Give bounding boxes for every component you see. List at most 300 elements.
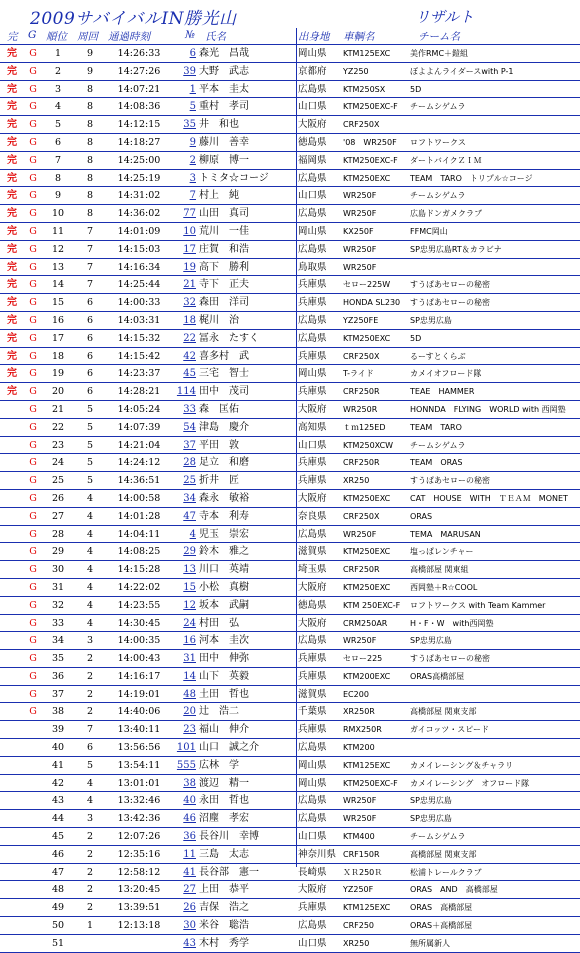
laps-cell: 6 xyxy=(86,386,94,398)
header-name: 氏名 xyxy=(205,31,226,43)
rank-cell: 24 xyxy=(51,457,65,469)
laps-cell: 7 xyxy=(86,261,94,273)
number-link[interactable]: 34 xyxy=(183,492,196,504)
group-mark: G xyxy=(29,65,37,77)
vehicle-cell: CRF250X xyxy=(343,351,380,361)
header-group: G xyxy=(28,29,37,41)
table-row xyxy=(0,170,580,188)
laps-cell: 8 xyxy=(86,83,94,95)
rider-name: 森田 洋司 xyxy=(199,297,249,309)
table-row xyxy=(0,294,580,312)
number-link[interactable]: 25 xyxy=(183,475,196,487)
time-cell: 13:42:36 xyxy=(117,813,161,825)
time-cell: 14:16:17 xyxy=(117,670,161,682)
vehicle-cell: '08 WR250F xyxy=(343,137,397,147)
number-link[interactable]: 7 xyxy=(189,190,196,202)
time-cell: 14:28:21 xyxy=(117,386,161,398)
table-row xyxy=(0,365,580,383)
rank-cell: 26 xyxy=(51,492,65,504)
group-mark: G xyxy=(29,403,37,415)
vehicle-cell: KTM125EXC xyxy=(343,760,391,770)
group-mark: G xyxy=(29,172,37,184)
vehicle-cell: セロー225W xyxy=(343,280,391,290)
number-link[interactable]: 14 xyxy=(183,670,196,682)
rank-cell: 50 xyxy=(51,920,65,932)
rider-name: 荒川 一佳 xyxy=(199,225,249,237)
number-link[interactable]: 37 xyxy=(183,439,196,451)
time-cell: 14:15:42 xyxy=(117,350,161,362)
vehicle-cell: HONDA SL230 xyxy=(343,298,401,308)
number-link[interactable]: 26 xyxy=(183,902,196,914)
team-cell: カメイレーシング オフロード隊 xyxy=(410,778,530,788)
team-cell: TEAM ORAS xyxy=(410,458,463,468)
rider-name: 三島 太志 xyxy=(199,848,249,860)
vehicle-cell: WR250F xyxy=(343,262,377,272)
number-link[interactable]: 33 xyxy=(183,403,196,415)
number-link[interactable]: 6 xyxy=(189,48,196,59)
prefecture-cell: 岡山県 xyxy=(298,225,327,237)
rider-name: 村田 弘 xyxy=(199,617,239,629)
prefecture-cell: 徳島県 xyxy=(298,136,327,148)
group-mark: G xyxy=(29,261,37,273)
prefecture-cell: 兵庫県 xyxy=(298,457,327,469)
header-pref: 出身地 xyxy=(298,31,330,43)
team-cell: カメイオフロード隊 xyxy=(410,369,482,379)
number-link[interactable]: 30 xyxy=(183,920,196,932)
finish-mark: 完 xyxy=(7,65,17,77)
prefecture-cell: 岡山県 xyxy=(298,48,327,59)
group-mark: G xyxy=(29,101,37,113)
rank-cell: 2 xyxy=(54,65,62,77)
rank-cell: 5 xyxy=(54,119,62,131)
laps-cell: 8 xyxy=(86,172,94,184)
laps-cell: 4 xyxy=(86,599,94,611)
group-mark: G xyxy=(29,368,37,380)
vehicle-cell: CRF250R xyxy=(343,565,380,575)
rank-cell: 30 xyxy=(51,564,65,576)
finish-mark: 完 xyxy=(7,332,17,344)
time-cell: 14:01:28 xyxy=(117,510,161,522)
rank-cell: 28 xyxy=(51,528,65,540)
time-cell: 14:05:24 xyxy=(117,403,161,415)
time-cell: 14:07:39 xyxy=(117,421,161,433)
table-row xyxy=(0,881,580,899)
rank-cell: 41 xyxy=(51,759,65,771)
laps-cell: 2 xyxy=(86,706,94,718)
prefecture-cell: 大阪府 xyxy=(298,403,327,415)
finish-mark: 完 xyxy=(7,83,17,95)
rider-name: 児玉 崇宏 xyxy=(199,528,249,540)
rider-name: 木村 秀学 xyxy=(199,937,249,949)
group-mark: G xyxy=(29,439,37,451)
table-row xyxy=(0,98,580,116)
header-finish: 完 xyxy=(7,31,18,43)
laps-cell: 7 xyxy=(86,279,94,291)
time-cell: 13:20:45 xyxy=(117,884,161,896)
team-cell: 塩っぱレンチャー xyxy=(410,547,474,557)
laps-cell: 3 xyxy=(86,635,94,647)
number-link[interactable]: 5 xyxy=(189,101,196,113)
number-link[interactable]: 21 xyxy=(183,279,196,291)
table-row xyxy=(0,721,580,739)
vehicle-cell: CRF250 xyxy=(343,921,375,931)
time-cell: 14:07:21 xyxy=(117,83,161,95)
table-row xyxy=(0,739,580,757)
table-row xyxy=(0,45,580,63)
prefecture-cell: 兵庫県 xyxy=(298,670,327,682)
table-row xyxy=(0,312,580,330)
vehicle-cell: WR250F xyxy=(343,191,377,201)
prefecture-cell: 広島県 xyxy=(298,172,327,184)
rider-name: 折井 匠 xyxy=(199,475,239,487)
number-link[interactable]: 11 xyxy=(183,848,196,860)
table-row xyxy=(0,757,580,775)
finish-mark: 完 xyxy=(7,261,17,273)
time-cell: 14:15:28 xyxy=(117,564,161,576)
laps-cell: 6 xyxy=(86,742,94,754)
table-row xyxy=(0,543,580,561)
header-rank: 順位 xyxy=(46,31,67,43)
group-mark: G xyxy=(29,83,37,95)
table-row xyxy=(0,703,580,721)
laps-cell: 4 xyxy=(86,492,94,504)
finish-mark: 完 xyxy=(7,119,17,131)
rank-cell: 13 xyxy=(51,261,65,273)
number-link[interactable]: 35 xyxy=(183,119,196,131)
rider-name: 森 匡佑 xyxy=(199,403,239,415)
team-cell: CAT HOUSE WITH ＴＥＡＭ MONET xyxy=(410,493,568,503)
finish-mark: 完 xyxy=(7,386,17,398)
rank-cell: 12 xyxy=(51,243,65,255)
rider-name: 小松 真樹 xyxy=(199,581,249,593)
number-link[interactable]: 101 xyxy=(176,742,196,754)
rider-name: トミタ☆コージ xyxy=(199,172,269,184)
vehicle-cell: WR250F xyxy=(343,636,377,646)
header-team: チーム名 xyxy=(418,31,460,43)
team-cell: SP忠男広島 xyxy=(410,315,452,325)
number-link[interactable]: 19 xyxy=(183,261,196,273)
group-mark: G xyxy=(29,314,37,326)
vehicle-cell: KTM200 xyxy=(343,743,375,753)
table-row xyxy=(0,686,580,704)
rank-cell: 17 xyxy=(51,332,65,344)
finish-mark: 完 xyxy=(7,154,17,166)
group-mark: G xyxy=(29,706,37,718)
table-row xyxy=(0,561,580,579)
time-cell: 14:25:00 xyxy=(117,154,161,166)
laps-cell: 4 xyxy=(86,581,94,593)
rank-cell: 51 xyxy=(51,937,65,949)
table-row xyxy=(0,401,580,419)
number-link[interactable]: 32 xyxy=(183,297,196,309)
number-link[interactable]: 77 xyxy=(183,208,196,220)
prefecture-cell: 兵庫県 xyxy=(298,653,327,665)
prefecture-cell: 兵庫県 xyxy=(298,350,327,362)
vehicle-cell: KTM250EXC-F xyxy=(343,155,398,165)
team-cell: チームシゲムラ xyxy=(410,191,466,201)
vehicle-cell: KX250F xyxy=(343,226,374,236)
number-link[interactable]: 47 xyxy=(183,510,196,522)
prefecture-cell: 千葉県 xyxy=(298,706,327,718)
finish-mark: 完 xyxy=(7,190,17,202)
number-link[interactable]: 23 xyxy=(183,724,196,736)
vehicle-cell: WR250R xyxy=(343,404,378,414)
laps-cell: 4 xyxy=(86,777,94,789)
team-cell: ガイコッツ・スピード xyxy=(410,725,489,735)
number-link[interactable]: 12 xyxy=(183,599,196,611)
table-row xyxy=(0,917,580,935)
rank-cell: 25 xyxy=(51,475,65,487)
table-row xyxy=(0,241,580,259)
rank-cell: 9 xyxy=(54,190,62,202)
team-cell: H・F・W with西岡塾 xyxy=(410,618,494,628)
number-link[interactable]: 17 xyxy=(183,243,196,255)
number-link[interactable]: 41 xyxy=(183,866,196,878)
prefecture-cell: 広島県 xyxy=(298,795,327,807)
group-mark: G xyxy=(29,48,37,59)
table-row xyxy=(0,935,580,953)
laps-cell: 6 xyxy=(86,314,94,326)
time-cell: 14:36:02 xyxy=(117,208,161,220)
number-link[interactable]: 38 xyxy=(183,777,196,789)
prefecture-cell: 兵庫県 xyxy=(298,724,327,736)
laps-cell: 8 xyxy=(86,208,94,220)
number-link[interactable]: 13 xyxy=(183,564,196,576)
number-link[interactable]: 114 xyxy=(176,386,196,398)
number-link[interactable]: 28 xyxy=(183,457,196,469)
vehicle-cell: XR250 xyxy=(343,476,370,486)
vehicle-cell: KTM250EXC-F xyxy=(343,778,398,788)
number-link[interactable]: 40 xyxy=(183,795,196,807)
group-mark: G xyxy=(29,297,37,309)
vehicle-cell: CRF250R xyxy=(343,458,380,468)
rider-name: 平本 圭太 xyxy=(199,83,249,95)
time-cell: 14:24:12 xyxy=(117,457,161,469)
table-row xyxy=(0,276,580,294)
number-link[interactable]: 29 xyxy=(183,546,196,558)
prefecture-cell: 広島県 xyxy=(298,742,327,754)
time-cell: 14:18:27 xyxy=(117,136,161,148)
team-cell: 高橋部屋 関東支部 xyxy=(410,707,477,717)
prefecture-cell: 兵庫県 xyxy=(298,297,327,309)
prefecture-cell: 兵庫県 xyxy=(298,386,327,398)
prefecture-cell: 広島県 xyxy=(298,314,327,326)
finish-mark: 完 xyxy=(7,208,17,220)
laps-cell: 8 xyxy=(86,136,94,148)
number-link[interactable]: 3 xyxy=(189,172,196,184)
laps-cell: 7 xyxy=(86,225,94,237)
finish-mark: 完 xyxy=(7,243,17,255)
number-link[interactable]: 1 xyxy=(189,83,196,95)
time-cell: 14:01:09 xyxy=(117,225,161,237)
vehicle-cell: CRF250X xyxy=(343,511,380,521)
finish-mark: 完 xyxy=(7,101,17,113)
number-link[interactable]: 4 xyxy=(189,528,196,540)
rider-name: 河本 圭次 xyxy=(199,635,249,647)
vehicle-cell: YZ250F xyxy=(343,885,374,895)
team-cell: FFMC岡山 xyxy=(410,226,448,236)
number-link[interactable]: 9 xyxy=(189,136,196,148)
group-mark: G xyxy=(29,528,37,540)
time-cell: 14:36:51 xyxy=(117,475,161,487)
table-row xyxy=(0,419,580,437)
group-mark: G xyxy=(29,421,37,433)
rank-cell: 1 xyxy=(54,48,62,59)
table-row xyxy=(0,846,580,864)
rank-cell: 23 xyxy=(51,439,65,451)
laps-cell: 5 xyxy=(86,403,94,415)
team-cell: 西岡塾＋R☆COOL xyxy=(410,582,478,592)
number-link[interactable]: 22 xyxy=(183,332,196,344)
number-link[interactable]: 48 xyxy=(183,688,196,700)
rank-cell: 19 xyxy=(51,368,65,380)
number-link[interactable]: 16 xyxy=(183,635,196,647)
rider-name: 辻 浩二 xyxy=(199,706,239,718)
prefecture-cell: 徳島県 xyxy=(298,599,327,611)
number-link[interactable]: 39 xyxy=(183,65,196,77)
group-mark: G xyxy=(29,688,37,700)
prefecture-cell: 岡山県 xyxy=(298,368,327,380)
time-cell: 13:39:51 xyxy=(117,902,161,914)
rider-name: 寺本 利寿 xyxy=(199,510,249,522)
time-cell: 14:26:33 xyxy=(117,48,161,59)
vehicle-cell: KTM250EXC xyxy=(343,582,391,592)
rank-cell: 22 xyxy=(51,421,65,433)
group-mark: G xyxy=(29,208,37,220)
vehicle-cell: T-ライド xyxy=(343,369,374,379)
vehicle-cell: WR250F xyxy=(343,529,377,539)
time-cell: 14:23:37 xyxy=(117,368,161,380)
rank-cell: 47 xyxy=(51,866,65,878)
rider-name: 福山 伸介 xyxy=(199,724,249,736)
vehicle-cell: KTM200EXC xyxy=(343,671,391,681)
rank-cell: 44 xyxy=(51,813,65,825)
laps-cell: 6 xyxy=(86,297,94,309)
prefecture-cell: 山口県 xyxy=(298,937,327,949)
prefecture-cell: 埼玉県 xyxy=(298,564,327,576)
time-cell: 14:08:25 xyxy=(117,546,161,558)
laps-cell: 2 xyxy=(86,653,94,665)
team-cell: HONNDA FLYING WORLD with 西岡塾 xyxy=(410,404,566,414)
prefecture-cell: 岡山県 xyxy=(298,777,327,789)
laps-cell: 1 xyxy=(86,920,94,932)
prefecture-cell: 福岡県 xyxy=(298,154,327,166)
number-link[interactable]: 46 xyxy=(183,813,196,825)
group-mark: G xyxy=(29,510,37,522)
finish-mark: 完 xyxy=(7,368,17,380)
rider-name: 村上 純 xyxy=(199,190,239,202)
time-cell: 14:03:31 xyxy=(117,314,161,326)
vehicle-cell: CRM250AR xyxy=(343,618,388,628)
table-row xyxy=(0,134,580,152)
number-link[interactable]: 36 xyxy=(183,831,196,843)
prefecture-cell: 広島県 xyxy=(298,635,327,647)
rank-cell: 20 xyxy=(51,386,65,398)
vehicle-cell: KTM250EXC xyxy=(343,493,391,503)
finish-mark: 完 xyxy=(7,48,17,59)
vehicle-cell: WR250F xyxy=(343,814,377,824)
number-link[interactable]: 2 xyxy=(189,154,196,166)
time-cell: 14:04:11 xyxy=(117,528,161,540)
number-link[interactable]: 31 xyxy=(183,653,196,665)
laps-cell: 8 xyxy=(86,190,94,202)
team-cell: 無所属新人 xyxy=(410,938,450,948)
vehicle-cell: KTM 250EXC-F xyxy=(343,600,401,610)
team-cell: すうぱあセローの秘密 xyxy=(410,280,490,290)
number-link[interactable]: 54 xyxy=(183,421,196,433)
number-link[interactable]: 27 xyxy=(183,884,196,896)
team-cell: TEMA MARUSAN xyxy=(410,529,481,539)
table-row xyxy=(0,81,580,99)
laps-cell: 8 xyxy=(86,101,94,113)
laps-cell: 5 xyxy=(86,475,94,487)
group-mark: G xyxy=(29,581,37,593)
rank-cell: 37 xyxy=(51,688,65,700)
vehicle-cell: XR250 xyxy=(343,938,370,948)
time-cell: 14:00:43 xyxy=(117,653,161,665)
team-cell: チームシゲムラ xyxy=(410,102,466,112)
table-row xyxy=(0,454,580,472)
vehicle-cell: WR250F xyxy=(343,209,377,219)
time-cell: 12:58:12 xyxy=(117,866,161,878)
time-cell: 14:31:02 xyxy=(117,190,161,202)
prefecture-cell: 兵庫県 xyxy=(298,279,327,291)
number-link[interactable]: 42 xyxy=(183,350,196,362)
laps-cell: 4 xyxy=(86,617,94,629)
group-mark: G xyxy=(29,225,37,237)
time-cell: 14:15:32 xyxy=(117,332,161,344)
rider-name: 重村 孝司 xyxy=(199,101,249,113)
rank-cell: 3 xyxy=(54,83,62,95)
rank-cell: 35 xyxy=(51,653,65,665)
rider-name: 田中 茂司 xyxy=(199,386,249,398)
rider-name: 吉保 浩之 xyxy=(199,902,249,914)
prefecture-cell: 神奈川県 xyxy=(298,848,337,860)
number-link[interactable]: 24 xyxy=(183,617,196,629)
number-link[interactable]: 555 xyxy=(176,759,196,771)
rank-cell: 18 xyxy=(51,350,65,362)
team-cell: 美作RMC＋鎧組 xyxy=(410,49,469,58)
rider-name: 高下 勝利 xyxy=(199,261,249,273)
number-link[interactable]: 45 xyxy=(183,368,196,380)
header-laps: 周回 xyxy=(77,31,98,43)
rider-name: 米谷 聡浩 xyxy=(199,920,249,932)
number-link[interactable]: 20 xyxy=(183,706,196,718)
number-link[interactable]: 43 xyxy=(183,937,196,949)
time-cell: 14:19:01 xyxy=(117,688,161,700)
number-link[interactable]: 10 xyxy=(183,225,196,237)
laps-cell: 4 xyxy=(86,546,94,558)
time-cell: 12:13:18 xyxy=(117,920,161,932)
rider-name: 田中 伸弥 xyxy=(199,653,249,665)
vehicle-cell: KTM250SX xyxy=(343,84,386,94)
prefecture-cell: 山口県 xyxy=(298,439,327,451)
prefecture-cell: 山口県 xyxy=(298,101,327,113)
rider-name: 喜多村 武 xyxy=(199,350,249,362)
team-cell: 高橋部屋 関東支部 xyxy=(410,849,477,859)
group-mark: G xyxy=(29,599,37,611)
prefecture-cell: 大阪府 xyxy=(298,492,327,504)
number-link[interactable]: 15 xyxy=(183,581,196,593)
rank-cell: 21 xyxy=(51,403,65,415)
vehicle-cell: CRF250R xyxy=(343,387,380,397)
number-link[interactable]: 18 xyxy=(183,314,196,326)
table-row xyxy=(0,437,580,455)
team-cell: SP忠男広島 xyxy=(410,636,452,646)
page-subtitle: リザルト xyxy=(415,8,474,26)
laps-cell: 2 xyxy=(86,848,94,860)
table-row xyxy=(0,632,580,650)
